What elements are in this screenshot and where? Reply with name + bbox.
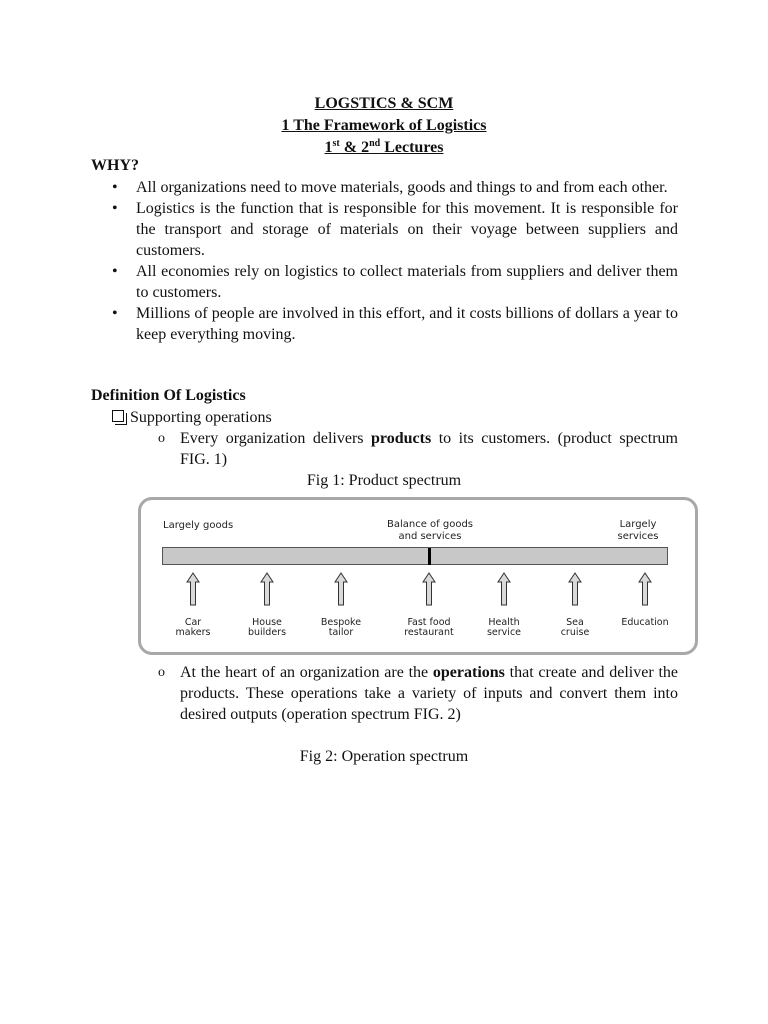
- checkbox-square-icon: [112, 410, 124, 422]
- spectrum-item-car-makers: Car makers: [175, 617, 211, 638]
- up-arrow-icon: [186, 572, 200, 606]
- fig1-caption: Fig 1: Product spectrum: [306, 472, 462, 489]
- circle-bullet-icon: o: [158, 665, 165, 680]
- spectrum-item-education: Education: [621, 617, 669, 628]
- spectrum-item-sea-cruise: Sea cruise: [560, 617, 590, 638]
- why-heading: WHY?: [91, 157, 139, 174]
- spectrum-item-house-builders: House builders: [247, 617, 287, 638]
- largely-goods-label: Largely goods: [163, 520, 234, 531]
- list-item: • Millions of people are involved in this effort, and it costs billions of dollars a year to keep everything moving.: [112, 305, 678, 343]
- spectrum-midpoint-marker: [428, 548, 431, 565]
- fig2-caption: Fig 2: Operation spectrum: [299, 748, 469, 765]
- up-arrow-icon: [568, 572, 582, 606]
- supporting-operations-item: Supporting operations: [112, 407, 272, 428]
- spectrum-item-fast-food: Fast food restaurant: [404, 617, 454, 638]
- product-spectrum-figure: [138, 497, 698, 655]
- up-arrow-icon: [638, 572, 652, 606]
- largely-services-label: Largely services: [617, 519, 659, 542]
- definition-heading: Definition Of Logistics: [91, 387, 246, 404]
- why-bullet-list: [112, 177, 678, 345]
- document-chapter-title: 1 The Framework of Logistics: [281, 117, 487, 134]
- spectrum-item-bespoke-tailor: Bespoke tailor: [320, 617, 362, 638]
- operations-item: o At the heart of an organization are the operations that create and deliver the products. These operations take a variety of inputs and convert them into desired outputs (operation spectrum FIG. 2): [158, 664, 678, 723]
- spectrum-bar: [162, 547, 668, 565]
- up-arrow-icon: [260, 572, 274, 606]
- lecture-title: 1st & 2nd Lectures: [324, 138, 444, 156]
- list-item: • Logistics is the function that is responsible for this movement. It is responsible for the transport and storage of materials on their voyage between suppliers and customers.: [112, 200, 678, 259]
- balance-label: Balance of goods and services: [386, 519, 474, 542]
- circle-bullet-icon: o: [158, 431, 165, 446]
- up-arrow-icon: [422, 572, 436, 606]
- products-item: o Every organization delivers products to its customers. (product spectrum FIG. 1): [158, 430, 678, 468]
- up-arrow-icon: [334, 572, 348, 606]
- list-item: • All organizations need to move materials, goods and things to and from each other.: [112, 179, 668, 196]
- up-arrow-icon: [497, 572, 511, 606]
- document-course-title: LOGSTICS & SCM: [314, 95, 454, 112]
- list-item: • All economies rely on logistics to collect materials from suppliers and deliver them to customers.: [112, 263, 678, 301]
- spectrum-item-health-service: Health service: [486, 617, 522, 638]
